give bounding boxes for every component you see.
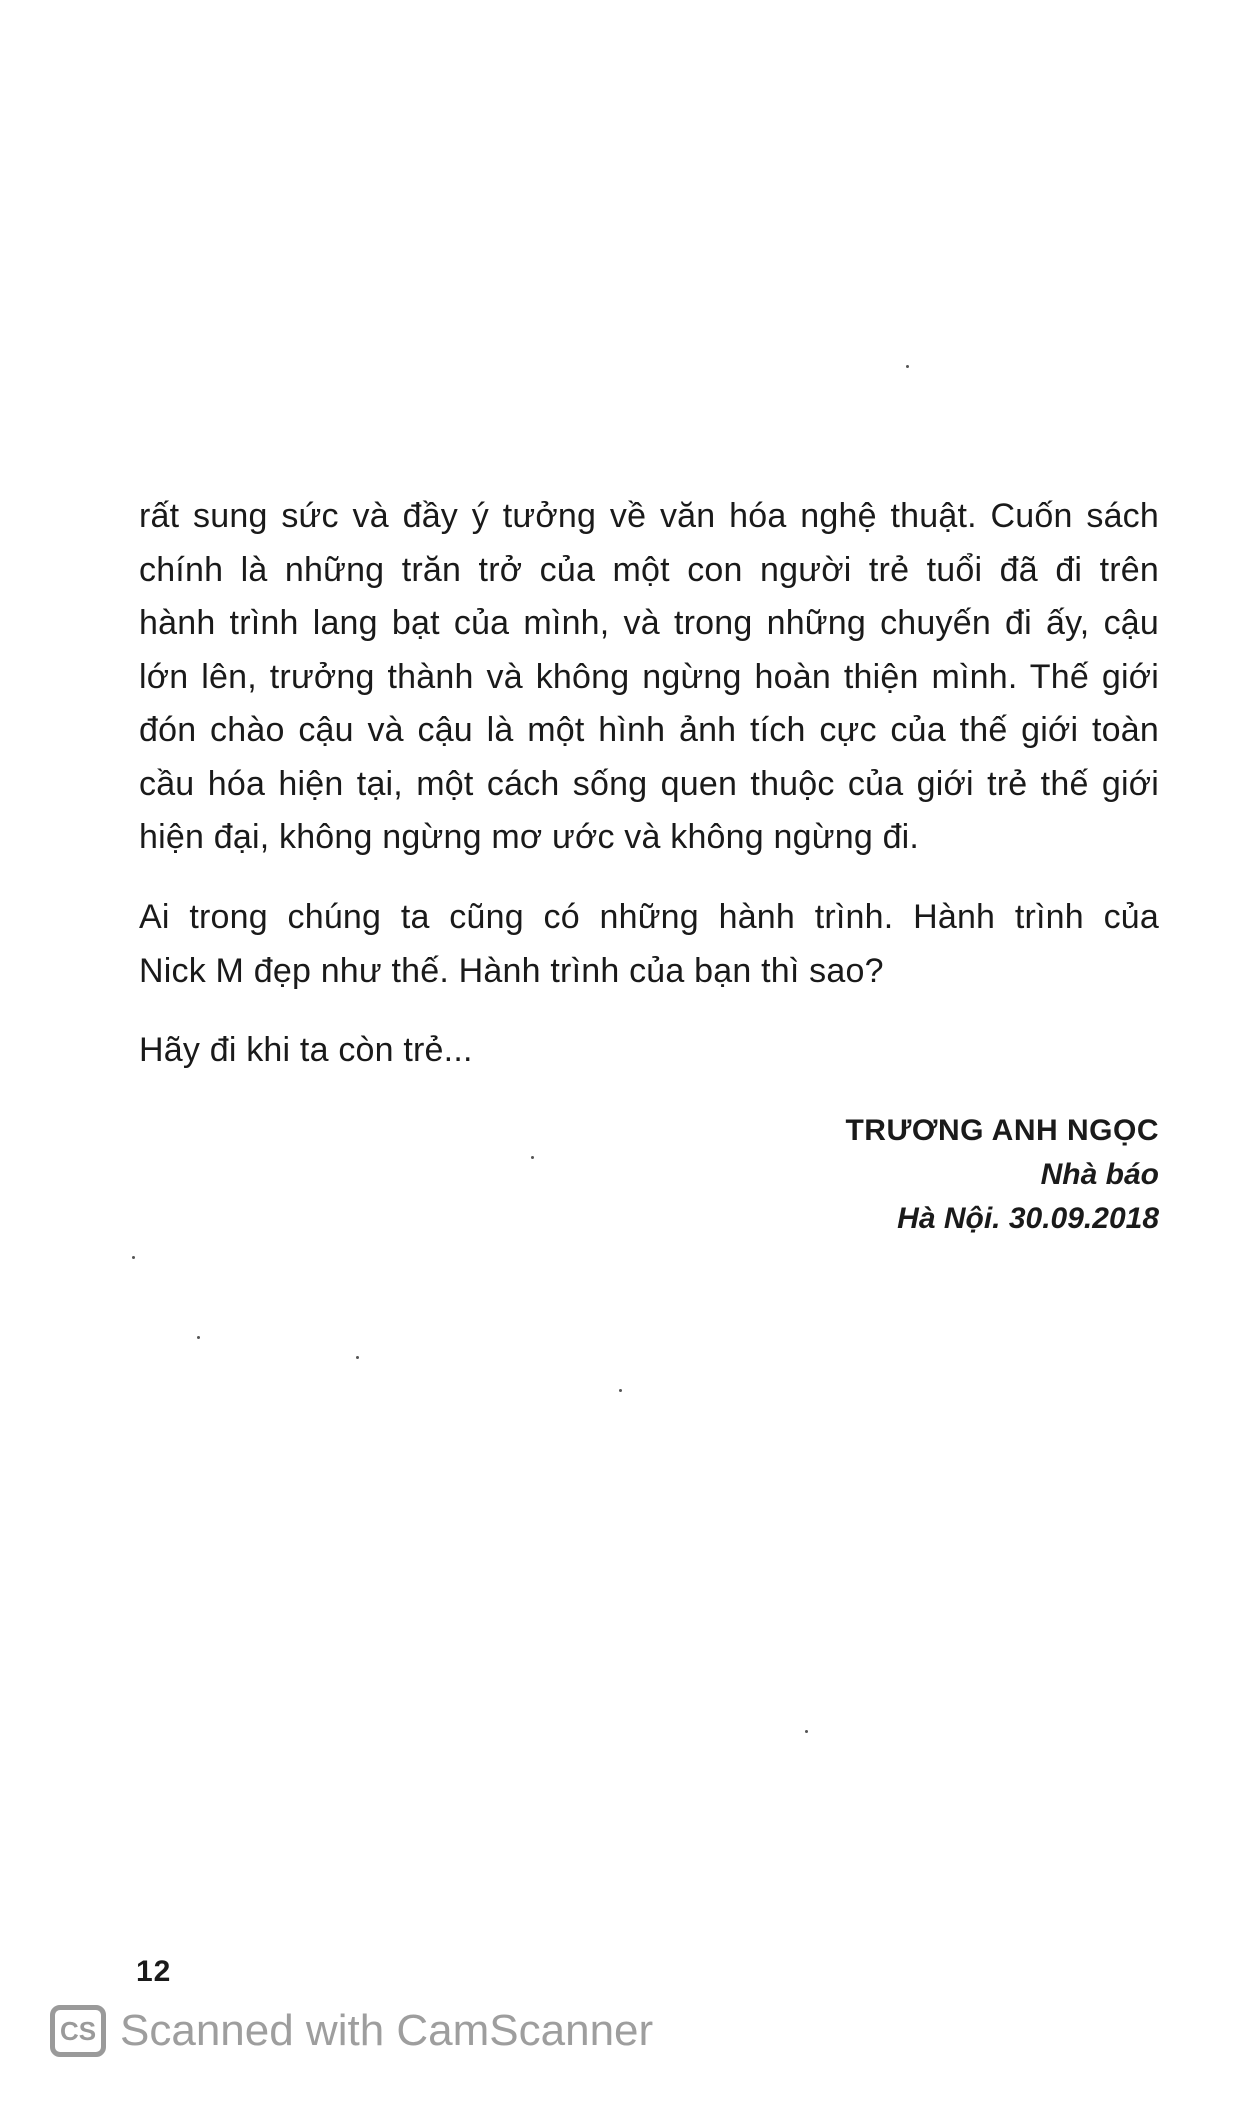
paragraph-line: chính là những trăn trở của một con người trẻ tuổi đã đi trên [139,550,1159,589]
scan-speck [356,1356,359,1359]
paragraph-line: Nick M đẹp như thế. Hành trình của bạn thì sao? [139,951,884,990]
author-role: Nhà báo [1040,1158,1159,1191]
paragraph-line: rất sung sức và đầy ý tưởng về văn hóa nghệ thuật. Cuốn sách [139,497,1159,535]
scan-speck [531,1156,534,1159]
paragraph-line: cầu hóa hiện tại, một cách sống quen thuộc của giới trẻ thế giới [139,764,1159,803]
paragraph-line: Ai trong chúng ta cũng có những hành trình. Hành trình của [139,898,1159,936]
scan-speck [197,1336,200,1339]
author-name: TRƯƠNG ANH NGỌC [845,1114,1159,1147]
camscanner-logo-icon: CS [50,2005,106,2057]
scan-speck [906,365,909,368]
paragraph-1 [139,490,1159,865]
paragraph-2 [139,891,1159,998]
paragraph-3 [139,1024,1159,1078]
paragraph-line: đón chào cậu và cậu là một hình ảnh tích cực của thế giới toàn [139,711,1159,749]
scan-speck [619,1389,622,1392]
paragraph-line: lớn lên, trưởng thành và không ngừng hoàn thiện mình. Thế giới [139,657,1159,696]
paragraph-line: hành trình lang bạt của mình, và trong những chuyến đi ấy, cậu [139,604,1159,642]
camscanner-watermark [50,2005,653,2057]
scan-speck [132,1256,135,1259]
paragraph-line: hiện đại, không ngừng mơ ước và không ngừng đi. [139,818,920,856]
watermark-text: Scanned with CamScanner [120,2006,654,2055]
place-date: Hà Nội. 30.09.2018 [897,1202,1159,1235]
paragraph-line: Hãy đi khi ta còn trẻ... [139,1031,473,1069]
page-number: 12 [136,1955,172,1988]
scan-speck [805,1730,808,1733]
